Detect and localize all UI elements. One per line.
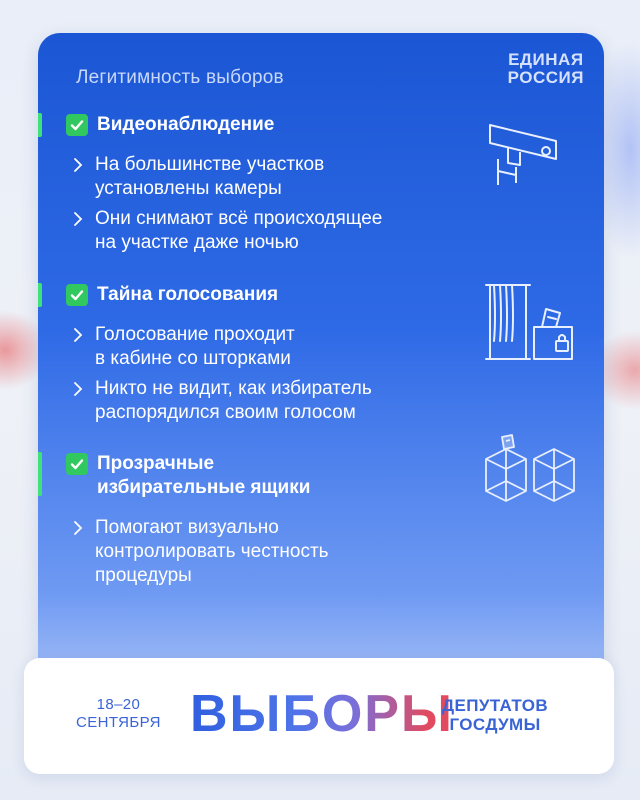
text-line: Голосование проходит (95, 324, 295, 345)
brand-logo (508, 51, 584, 87)
check-icon (66, 114, 88, 136)
chevron-right-icon (71, 516, 85, 540)
list-item (38, 207, 508, 255)
section-header (38, 452, 508, 500)
list-item (38, 516, 508, 588)
section-header (38, 113, 508, 137)
brand-line: ЕДИНАЯ (508, 50, 584, 69)
footer-banner (24, 658, 614, 774)
bullet-list (38, 516, 508, 588)
text-line: На большинстве участков (95, 154, 325, 175)
text-line: Они снимают всё происходящее (95, 208, 383, 229)
chevron-right-icon (71, 153, 85, 177)
headline: ВЫБОРЫ (190, 685, 454, 743)
list-item-text (95, 516, 329, 588)
text-line: 18–20 (96, 696, 141, 713)
text-line: Прозрачные (97, 453, 215, 474)
subtitle (442, 696, 548, 734)
text-line: Помогают визуально (95, 517, 279, 538)
list-item (38, 153, 508, 201)
accent-bar (38, 283, 42, 307)
bullet-list (38, 323, 508, 425)
transparent-ballot-boxes-icon (482, 431, 578, 507)
text-line: распорядился своим голосом (95, 402, 356, 423)
text-line: контролировать честность (95, 541, 329, 562)
info-card (38, 33, 604, 693)
chevron-right-icon (71, 323, 85, 347)
page-title: Легитимность выборов (76, 67, 284, 88)
text-line: ДЕПУТАТОВ (442, 696, 549, 715)
chevron-right-icon (71, 207, 85, 231)
bullet-list (38, 153, 508, 255)
section-title: Видеонаблюдение (97, 114, 275, 135)
section-title (97, 452, 310, 500)
chevron-right-icon (71, 377, 85, 401)
list-item (38, 323, 508, 371)
list-item (38, 377, 508, 425)
text-line: в кабине со шторками (95, 348, 291, 369)
list-item-text (95, 153, 324, 201)
text-line: на участке даже ночью (95, 232, 299, 253)
election-dates (76, 696, 161, 732)
section-header (38, 283, 508, 307)
text-line: Никто не видит, как избиратель (95, 378, 372, 399)
text-line: избирательные ящики (97, 477, 311, 498)
voting-booth-icon (484, 279, 576, 369)
list-item-text (95, 207, 382, 255)
text-line: СЕНТЯБРЯ (76, 714, 161, 731)
check-icon (66, 453, 88, 475)
brand-line: РОССИЯ (507, 68, 584, 87)
check-icon (66, 284, 88, 306)
section-title: Тайна голосования (97, 284, 279, 305)
security-camera-icon (486, 115, 566, 211)
section-voting-secrecy (38, 283, 508, 431)
text-line: процедуры (95, 565, 192, 586)
list-item-text (95, 323, 295, 371)
text-line: ГОСДУМЫ (449, 715, 541, 734)
list-item-text (95, 377, 372, 425)
accent-bar (38, 113, 42, 137)
section-transparent-boxes (38, 452, 508, 594)
text-line: установлены камеры (95, 178, 282, 199)
accent-bar (38, 452, 42, 496)
section-video-surveillance (38, 113, 508, 261)
